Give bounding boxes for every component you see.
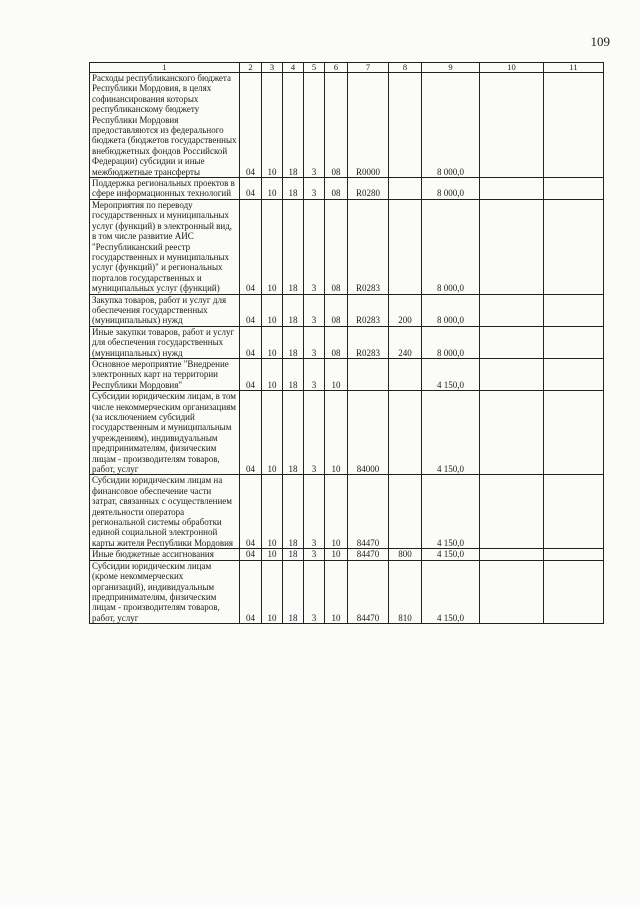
cell-col7: R0280: [348, 178, 389, 200]
column-header: 10: [480, 63, 544, 73]
item-name: Основное мероприятие "Внедрение электронных карт на территории Республики Мордовия": [90, 358, 240, 390]
table-row: [90, 560, 604, 623]
cell-col2: 04: [240, 391, 262, 475]
cell-col6: 10: [325, 358, 348, 390]
cell-col2: 04: [240, 326, 262, 358]
item-name: Субсидии юридическим лицам на финансовое обеспечение части затрат, связанных с осуществлением деятельности оператора региональной системы обработки единой социальной электронной карты жителя Республики Мордовия: [90, 475, 240, 549]
cell-col7: [348, 358, 389, 390]
cell-col5: 3: [304, 326, 325, 358]
cell-col6: 08: [325, 326, 348, 358]
cell-col2: 04: [240, 178, 262, 200]
budget-table: [89, 62, 604, 624]
cell-col3: 10: [262, 73, 283, 178]
column-header: 5: [304, 63, 325, 73]
cell-col3: 10: [262, 560, 283, 623]
cell-col7: R0283: [348, 294, 389, 326]
table-row: [90, 391, 604, 475]
table-row: [90, 475, 604, 549]
cell-col5: 3: [304, 549, 325, 560]
item-name: Поддержка региональных проектов в сфере информационных технологий: [90, 178, 240, 200]
cell-col8: [389, 475, 422, 549]
item-name: Субсидии юридическим лицам, в том числе некоммерческим организациям (за исключением субсидий государственным и муниципальным учреждениям), индивидуальным предпринимателям, физическим лицам - производителям товаров, работ, услуг: [90, 391, 240, 475]
table-row: [90, 178, 604, 200]
cell-col6: 10: [325, 475, 348, 549]
cell-amount: 8 000,0: [422, 73, 480, 178]
item-name: Расходы республиканского бюджета Республики Мордовия, в целях софинансирования которых республиканскому бюджету Республики Мордовия предоставляются из федерального бюджета (бюджетов государственных внебюджетных фондов Российской Федерации) субсидии и иные межбюджетные трансферты: [90, 73, 240, 178]
cell-col6: 08: [325, 178, 348, 200]
column-header: 6: [325, 63, 348, 73]
column-header: 4: [283, 63, 304, 73]
cell-col8: [389, 199, 422, 294]
cell-col10: [480, 178, 544, 200]
cell-col7: R0283: [348, 199, 389, 294]
cell-col8: [389, 73, 422, 178]
cell-col8: 810: [389, 560, 422, 623]
cell-col3: 10: [262, 475, 283, 549]
cell-col7: R0283: [348, 326, 389, 358]
cell-col11: [544, 73, 604, 178]
cell-col4: 18: [283, 178, 304, 200]
cell-col2: 04: [240, 73, 262, 178]
cell-col4: 18: [283, 73, 304, 178]
cell-col6: 10: [325, 391, 348, 475]
table-row: [90, 294, 604, 326]
cell-col7: R0000: [348, 73, 389, 178]
page-number: 109: [590, 34, 610, 49]
cell-col2: 04: [240, 294, 262, 326]
cell-col8: [389, 178, 422, 200]
cell-col11: [544, 475, 604, 549]
cell-amount: 8 000,0: [422, 178, 480, 200]
cell-col7: 84470: [348, 549, 389, 560]
table-row: [90, 326, 604, 358]
table-header-row: [90, 63, 604, 73]
cell-col6: 08: [325, 199, 348, 294]
cell-col5: 3: [304, 475, 325, 549]
cell-col10: [480, 549, 544, 560]
cell-col10: [480, 326, 544, 358]
cell-col10: [480, 560, 544, 623]
cell-col8: 800: [389, 549, 422, 560]
cell-col11: [544, 326, 604, 358]
cell-col11: [544, 358, 604, 390]
column-header: 1: [90, 63, 240, 73]
cell-col3: 10: [262, 391, 283, 475]
cell-col2: 04: [240, 560, 262, 623]
cell-col5: 3: [304, 391, 325, 475]
cell-col2: 04: [240, 549, 262, 560]
cell-col3: 10: [262, 199, 283, 294]
cell-col11: [544, 294, 604, 326]
cell-col11: [544, 199, 604, 294]
cell-col11: [544, 560, 604, 623]
cell-amount: 4 150,0: [422, 549, 480, 560]
table-row: [90, 358, 604, 390]
item-name: Субсидии юридическим лицам (кроме некоммерческих организаций), индивидуальным предпринимателям, физическим лицам - производителям товаров, работ, услуг: [90, 560, 240, 623]
cell-col4: 18: [283, 326, 304, 358]
cell-col8: [389, 391, 422, 475]
cell-amount: 8 000,0: [422, 326, 480, 358]
cell-col4: 18: [283, 391, 304, 475]
cell-amount: 8 000,0: [422, 294, 480, 326]
cell-col2: 04: [240, 475, 262, 549]
item-name: Мероприятия по переводу государственных и муниципальных услуг (функций) в электронный вид, в том числе развитие АИС "Республиканский реестр государственных и муниципальных услуг (функций)" и региональных порталов государственных и муниципальных услуг (функций): [90, 199, 240, 294]
item-name: Закупка товаров, работ и услуг для обеспечения государственных (муниципальных) нужд: [90, 294, 240, 326]
cell-col4: 18: [283, 549, 304, 560]
cell-col3: 10: [262, 549, 283, 560]
cell-col3: 10: [262, 358, 283, 390]
cell-amount: 4 150,0: [422, 358, 480, 390]
cell-col5: 3: [304, 178, 325, 200]
cell-col8: 240: [389, 326, 422, 358]
cell-col4: 18: [283, 358, 304, 390]
cell-col8: [389, 358, 422, 390]
item-name: Иные бюджетные ассигнования: [90, 549, 240, 560]
column-header: 7: [348, 63, 389, 73]
cell-col8: 200: [389, 294, 422, 326]
cell-col2: 04: [240, 358, 262, 390]
cell-col2: 04: [240, 199, 262, 294]
cell-col6: 10: [325, 560, 348, 623]
cell-amount: 8 000,0: [422, 199, 480, 294]
cell-col3: 10: [262, 294, 283, 326]
table-row: [90, 549, 604, 560]
cell-col7: 84470: [348, 475, 389, 549]
column-header: 3: [262, 63, 283, 73]
cell-col7: 84470: [348, 560, 389, 623]
cell-col11: [544, 178, 604, 200]
item-name: Иные закупки товаров, работ и услуг для обеспечения государственных (муниципальных) нужд: [90, 326, 240, 358]
table-row: [90, 73, 604, 178]
cell-col6: 10: [325, 549, 348, 560]
column-header: 8: [389, 63, 422, 73]
cell-col4: 18: [283, 560, 304, 623]
cell-col3: 10: [262, 178, 283, 200]
cell-col10: [480, 294, 544, 326]
cell-col4: 18: [283, 199, 304, 294]
cell-col4: 18: [283, 475, 304, 549]
cell-col6: 08: [325, 294, 348, 326]
column-header: 9: [422, 63, 480, 73]
cell-col10: [480, 391, 544, 475]
column-header: 2: [240, 63, 262, 73]
cell-col3: 10: [262, 326, 283, 358]
cell-col6: 08: [325, 73, 348, 178]
cell-col11: [544, 549, 604, 560]
cell-col10: [480, 199, 544, 294]
cell-col10: [480, 358, 544, 390]
cell-amount: 4 150,0: [422, 391, 480, 475]
cell-col10: [480, 475, 544, 549]
table-row: [90, 199, 604, 294]
cell-col5: 3: [304, 199, 325, 294]
cell-col5: 3: [304, 73, 325, 178]
cell-col5: 3: [304, 294, 325, 326]
cell-amount: 4 150,0: [422, 475, 480, 549]
cell-amount: 4 150,0: [422, 560, 480, 623]
cell-col5: 3: [304, 560, 325, 623]
column-header: 11: [544, 63, 604, 73]
cell-col11: [544, 391, 604, 475]
cell-col4: 18: [283, 294, 304, 326]
cell-col5: 3: [304, 358, 325, 390]
cell-col7: 84000: [348, 391, 389, 475]
cell-col10: [480, 73, 544, 178]
